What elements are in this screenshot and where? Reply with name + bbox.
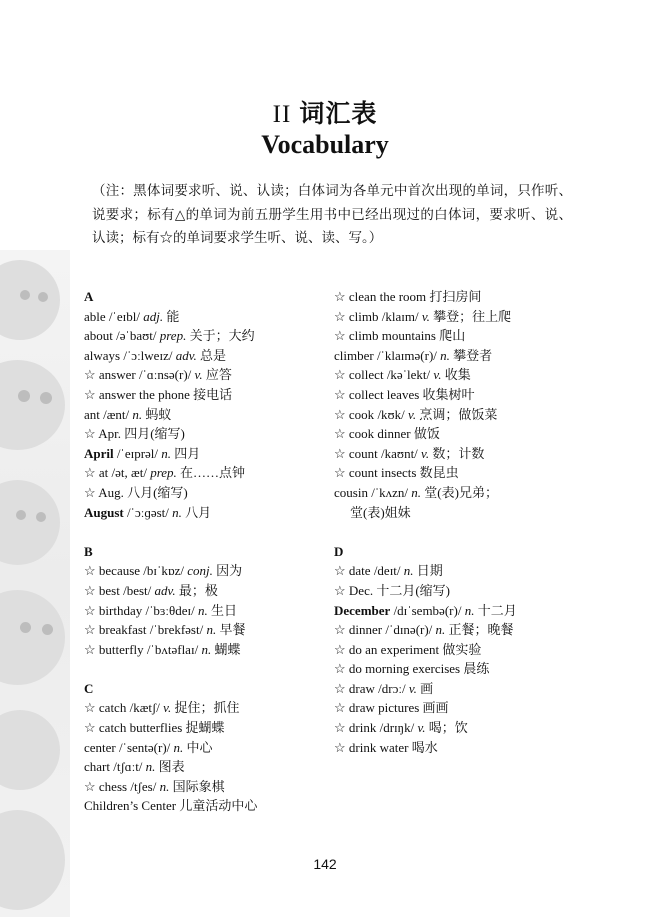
vocab-entry [84,620,329,640]
entry-phonetic: /deɪt/ [373,563,401,579]
entry-word: answer the phone [98,386,190,402]
star-icon: ☆ [334,328,346,344]
entry-phonetic: /ˈɔːlweɪz/ [123,347,173,363]
section-gap [84,522,329,542]
vocab-entry [334,346,574,366]
vocab-entry [334,287,574,307]
entry-phonetic: /tʃɑːt/ [113,759,143,775]
entry-translation: 正餐；晚餐 [448,622,514,638]
page-number: 142 [313,856,337,872]
vocab-entry [84,581,329,601]
star-icon: ☆ [84,386,96,402]
entry-translation: 十二月 [477,602,517,618]
entry-word: ant [84,406,100,422]
star-icon: ☆ [84,367,96,383]
entry-translation: 捉住；抓住 [174,700,240,716]
entry-phonetic: /ˈeɪbl/ [108,308,140,324]
entry-phonetic: /tʃes/ [130,778,157,794]
entry-part-of-speech: n. [206,622,217,638]
entry-word: catch [98,700,127,716]
entry-word: collect leaves [348,386,420,402]
entry-phonetic: /ət, æt/ [111,465,147,481]
vocab-entry [334,326,574,346]
entry-word: drink water [348,739,409,755]
vocab-entry [84,405,329,425]
entry-translation: 因为 [216,563,243,579]
entry-word: breakfast [98,622,147,638]
star-icon: ☆ [334,700,346,716]
entry-word: do morning exercises [348,661,461,677]
entry-phonetic: /ˈklaɪmə(r)/ [376,347,437,363]
entry-word: butterfly [98,641,144,657]
page-subtitle: Vocabulary [261,130,389,159]
vocab-entry [84,796,329,816]
entry-part-of-speech: v. [194,367,203,383]
entry-part-of-speech: v. [163,700,172,716]
entry-translation: 烹调；做饭菜 [419,406,498,422]
vocab-entry [334,718,574,738]
vocab-entry [84,326,329,346]
vocab-entry [334,307,574,327]
vocab-entry [84,640,329,660]
star-icon: ☆ [334,739,346,755]
section-gap [334,522,574,542]
vocab-entry [84,561,329,581]
vocab-entry [334,385,574,405]
entry-phonetic: /kætʃ/ [129,700,160,716]
entry-word: clean the room [348,289,427,304]
entry-translation: 画画 [422,700,449,716]
entry-phonetic: /əˈbaʊt/ [116,328,157,344]
vocab-entry [334,620,574,640]
entry-phonetic: /klaɪm/ [381,308,419,324]
star-icon: ☆ [84,778,96,794]
entry-part-of-speech: n. [132,406,143,422]
section-gap [84,659,329,679]
entry-part-of-speech: n. [145,759,156,775]
entry-translation: 应答 [205,367,232,383]
entry-word: Dec. [348,582,374,598]
entry-translation: 堂(表)兄弟； [424,484,498,500]
vocab-entry [334,444,574,464]
entry-word: cook dinner [348,426,411,442]
vocab-entry [84,424,329,444]
vocab-entry [334,640,574,660]
entry-part-of-speech: v. [408,680,417,696]
entry-translation: 晨练 [463,661,490,677]
instruction-note: （注：黑体词要求听、说、认读；白体词为各单元中首次出现的单词，只作听、说要求；标有△的单词为前五册学生用书中已经出现过的白体词，要求听、说、认读；标有☆的单词要求学生听、说、读、写。） [92,183,572,245]
entry-part-of-speech: v. [417,720,426,736]
entry-part-of-speech: conj. [187,563,213,579]
vocab-entry [84,444,329,464]
vocab-entry [84,503,329,523]
entry-translation: 八月(缩写) [127,484,188,500]
entry-phonetic: /drɔː/ [378,680,406,696]
entry-word: answer [98,367,136,383]
entry-phonetic: /kʊk/ [377,406,405,422]
star-icon: ☆ [84,700,96,716]
vocab-entry [84,738,329,758]
entry-translation: 喝；饮 [428,720,468,736]
entry-word: draw [348,680,375,696]
entry-translation: 喝水 [411,739,438,755]
entry-word: center [84,739,116,755]
entry-translation: 在……点钟 [180,465,246,481]
entry-word: date [348,563,371,579]
entry-translation: 早餐 [219,622,246,638]
entry-word: count insects [348,465,417,481]
entry-translation: 打扫房间 [429,289,482,304]
vocab-entry [84,757,329,777]
entry-part-of-speech: n. [172,504,182,520]
entry-word: birthday [98,602,143,618]
entry-translation: 日期 [416,563,443,579]
entry-part-of-speech: adv. [154,582,176,598]
entry-word: draw pictures [348,700,420,716]
entry-word: able [84,308,106,324]
star-icon: ☆ [334,367,346,383]
entry-translation: 蚂蚁 [145,406,172,422]
star-icon: ☆ [84,465,96,481]
entry-translation: 四月(缩写) [124,426,185,442]
entry-word: chess [98,778,128,794]
entry-part-of-speech: adj. [143,308,164,324]
entry-word: catch butterflies [98,720,183,736]
entry-word: Apr. [98,426,121,442]
star-icon: ☆ [84,484,96,500]
entry-word: drink [348,720,377,736]
entry-translation: 总是 [200,347,227,363]
vocab-entry [334,698,574,718]
entry-translation: 图表 [158,759,185,775]
star-icon: ☆ [334,406,346,422]
entry-word: chart [84,759,110,775]
star-icon: ☆ [334,661,346,677]
entry-phonetic: /ˈsentə(r)/ [119,739,171,755]
star-icon: ☆ [84,563,96,579]
entry-part-of-speech: v. [433,367,442,383]
vocab-entry [84,777,329,797]
vocab-entry [84,698,329,718]
entry-phonetic: /ˈbrekfəst/ [149,622,204,638]
entry-word: about [84,328,113,344]
vocab-entry [334,659,574,679]
vocab-entry [334,424,574,444]
entry-phonetic: /ˈbʌtəflaɪ/ [146,641,199,657]
section-letter: B [84,543,93,559]
entry-word: Children’s Center [84,798,177,814]
star-icon: ☆ [334,563,346,579]
entry-translation: 做实验 [442,641,482,657]
vocab-entry [334,679,574,699]
section-letter: D [334,543,344,559]
vocabulary-column-left [84,287,329,816]
entry-translation: 十二月(缩写) [376,582,451,598]
entry-word: best [98,582,120,598]
entry-translation: 攀登者 [453,347,493,363]
entry-part-of-speech: n. [440,347,450,363]
entry-translation: 四月 [174,445,201,461]
entry-phonetic: /dɪˈsembə(r)/ [393,602,462,618]
vocab-entry [334,483,574,503]
entry-word: count [348,445,378,461]
star-icon: ☆ [334,582,346,598]
entry-part-of-speech: n. [173,739,184,755]
entry-phonetic: /ˈkʌzn/ [371,484,409,500]
vocab-entry [334,365,574,385]
entry-word: April [84,445,114,461]
entry-word: dinner [348,622,383,638]
entry-part-of-speech: adv. [175,347,197,363]
entry-phonetic: /kaʊnt/ [381,445,418,461]
star-icon: ☆ [334,426,346,442]
vocab-entry [334,581,574,601]
entry-translation: 收集 [444,367,471,383]
entry-part-of-speech: n. [159,778,170,794]
entry-word: always [84,347,121,363]
entry-translation: 蝴蝶 [214,641,241,657]
entry-translation: 国际象棋 [172,778,225,794]
entry-part-of-speech: n. [201,641,212,657]
page-title [0,94,650,130]
entry-phonetic: /ˈɔːɡəst/ [127,504,169,520]
entry-phonetic: /ˈbɜːθdeɪ/ [145,602,195,618]
entry-word: at [98,465,109,481]
entry-part-of-speech: n. [197,602,208,618]
cartoon-children-margin-illustration [0,250,70,917]
star-icon: ☆ [334,445,346,461]
entry-translation: 生日 [210,602,237,618]
vocab-entry [84,385,329,405]
entry-part-of-speech: v. [408,406,417,422]
entry-word: collect [348,367,384,383]
entry-translation: 数昆虫 [419,465,459,481]
entry-translation: 中心 [186,739,213,755]
entry-translation: 最；极 [178,582,218,598]
entry-phonetic: /ˈɑːnsə(r)/ [138,367,192,383]
vocab-entry [84,365,329,385]
entry-word: climber [334,347,374,363]
entry-part-of-speech: prep. [150,465,177,481]
entry-part-of-speech: prep. [159,328,187,344]
vocab-entry [334,561,574,581]
entry-word: Aug. [98,484,124,500]
star-icon: ☆ [334,680,346,696]
entry-word: cook [348,406,375,422]
vocab-entry [84,601,329,621]
vocab-entry [84,718,329,738]
title-chinese: 词汇表 [299,101,378,128]
vocab-entry [84,346,329,366]
vocab-entry [334,601,574,621]
star-icon: ☆ [84,720,96,736]
entry-translation: 八月 [185,504,212,520]
entry-translation: 收集树叶 [422,386,475,402]
vocabulary-column-right [334,287,574,757]
star-icon: ☆ [334,622,346,638]
entry-translation: 爬山 [439,328,466,344]
star-icon: ☆ [334,386,346,402]
entry-translation: 捉蝴蝶 [185,720,225,736]
star-icon: ☆ [84,622,96,638]
entry-word: do an experiment [348,641,440,657]
vocab-entry [84,463,329,483]
entry-word: August [84,504,124,520]
entry-phonetic: /best/ [123,582,152,598]
entry-phonetic: /ˈdɪnə(r)/ [385,622,433,638]
entry-phonetic: /ˈeɪprəl/ [116,445,159,461]
entry-translation: 数；计数 [432,445,485,461]
entry-translation: 儿童活动中心 [179,798,258,814]
vocab-entry [334,463,574,483]
entry-part-of-speech: n. [411,484,422,500]
section-letter: A [84,289,94,304]
star-icon: ☆ [84,602,96,618]
entry-translation: 接电话 [193,386,233,402]
entry-part-of-speech: n. [435,622,446,638]
entry-phonetic: /bɪˈkɒz/ [143,563,185,579]
entry-translation: 画 [420,680,434,696]
entry-part-of-speech: n. [161,445,172,461]
entry-phonetic: /ænt/ [103,406,130,422]
entry-word: December [334,602,391,618]
star-icon: ☆ [334,720,346,736]
entry-part-of-speech: v. [421,308,430,324]
star-icon: ☆ [84,641,96,657]
star-icon: ☆ [334,289,346,304]
vocab-entry [334,405,574,425]
entry-word: climb mountains [348,328,436,344]
star-icon: ☆ [84,426,96,442]
entry-translation: 能 [166,308,180,324]
star-icon: ☆ [334,308,346,324]
vocab-entry [334,738,574,758]
entry-translation: 做饭 [413,426,440,442]
entry-phonetic: /kəˈlekt/ [386,367,431,383]
entry-translation: 关于；大约 [189,328,255,344]
star-icon: ☆ [84,582,96,598]
entry-part-of-speech: n. [464,602,475,618]
entry-word: cousin [334,484,368,500]
entry-translation: 攀登；往上爬 [433,308,512,324]
entry-part-of-speech: n. [403,563,414,579]
vocab-entry [84,483,329,503]
section-letter: C [84,680,94,696]
vocab-entry [84,307,329,327]
star-icon: ☆ [334,641,346,657]
entry-continuation: 堂(表)姐妹 [350,504,411,520]
entry-part-of-speech: v. [421,445,430,461]
star-icon: ☆ [334,465,346,481]
entry-phonetic: /drɪŋk/ [379,720,415,736]
entry-word: climb [348,308,379,324]
section-numeral: II [272,101,292,128]
entry-word: because [98,563,141,579]
